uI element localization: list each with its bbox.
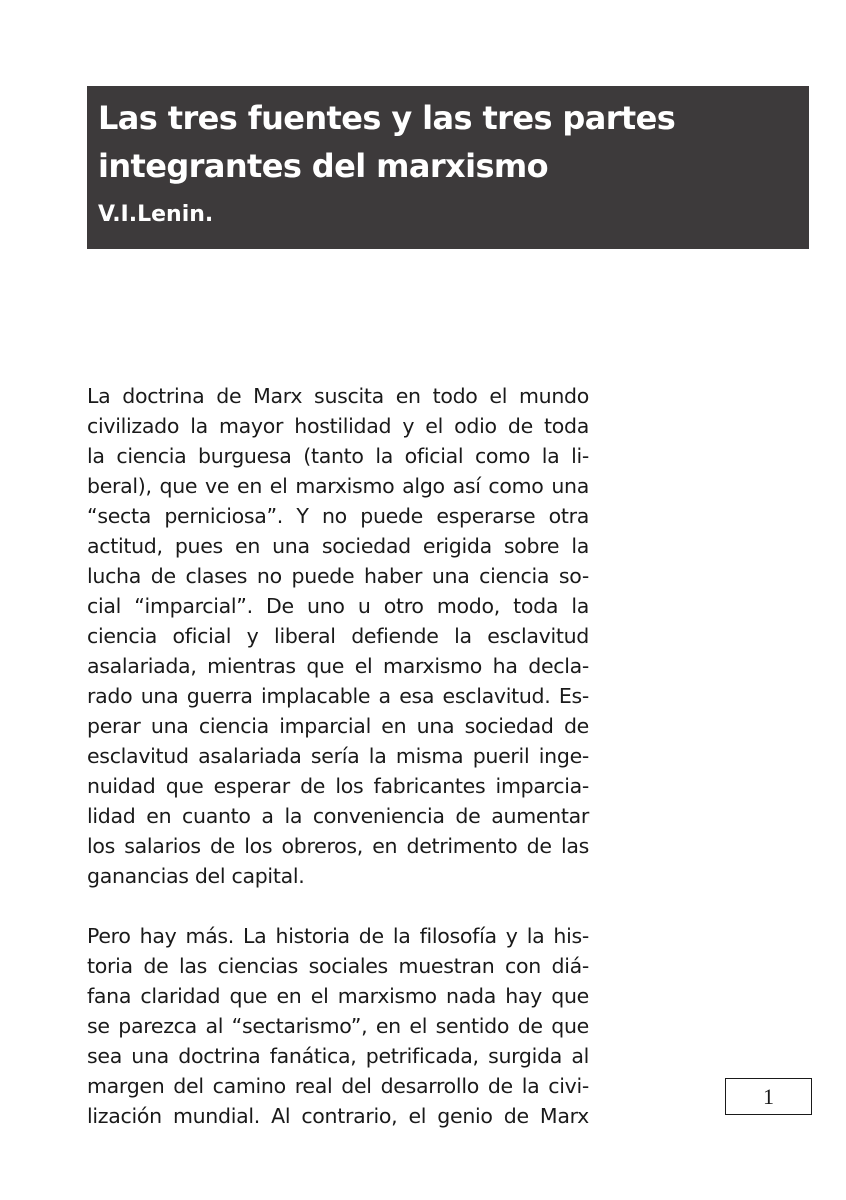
text-line: perar una ciencia imparcial en una sociedad de <box>87 714 589 738</box>
text-line: lucha de clases no puede haber una ciencia so- <box>87 564 589 588</box>
text-line: “secta perniciosa”. Y no puede esperarse otra <box>87 504 589 528</box>
page-number <box>725 1078 812 1115</box>
text-line: fana claridad que en el marxismo nada hay que <box>87 984 589 1008</box>
page-number-text: 1 <box>763 1083 774 1109</box>
author-name: V.I.Lenin. <box>98 202 214 227</box>
text-line: civilizado la mayor hostilidad y el odio de toda <box>87 414 589 438</box>
text-line: toria de las ciencias sociales muestran con diá- <box>87 954 589 978</box>
paragraph-1 <box>87 381 589 891</box>
text-line: esclavitud asalariada sería la misma pueril inge- <box>87 744 589 768</box>
text-line: ciencia oficial y liberal defiende la esclavitud <box>87 624 589 648</box>
text-line: actitud, pues en una sociedad erigida sobre la <box>87 534 589 558</box>
text-line: beral), que ve en el marxismo algo así como una <box>87 474 589 498</box>
text-line: los salarios de los obreros, en detrimento de las <box>87 834 589 858</box>
title-line-1: Las tres fuentes y las tres partes <box>98 99 676 137</box>
text-line: asalariada, mientras que el marxismo ha decla- <box>87 654 589 678</box>
text-line: se parezca al “sectarismo”, en el sentido de que <box>87 1014 589 1038</box>
text-line: margen del camino real del desarrollo de la civi- <box>87 1074 589 1098</box>
title-banner <box>87 86 809 249</box>
text-line: rado una guerra implacable a esa esclavitud. Es- <box>87 684 589 708</box>
title-line-2: integrantes del marxismo <box>98 147 549 185</box>
text-line: sea una doctrina fanática, petrificada, surgida al <box>87 1044 589 1068</box>
text-line: Pero hay más. La historia de la filosofía y la his- <box>87 924 589 948</box>
text-line: la ciencia burguesa (tanto la oficial como la li- <box>87 444 589 468</box>
text-line: La doctrina de Marx suscita en todo el mundo <box>87 384 589 408</box>
text-line: nuidad que esperar de los fabricantes imparcia- <box>87 774 589 798</box>
article-body <box>87 381 589 1131</box>
text-line: ganancias del capital. <box>87 864 305 888</box>
text-line: lidad en cuanto a la conveniencia de aumentar <box>87 804 589 828</box>
paragraph-2 <box>87 921 589 1131</box>
text-line: cial “imparcial”. De uno u otro modo, toda la <box>87 594 589 618</box>
text-line: lización mundial. Al contrario, el genio de Marx <box>87 1104 589 1128</box>
